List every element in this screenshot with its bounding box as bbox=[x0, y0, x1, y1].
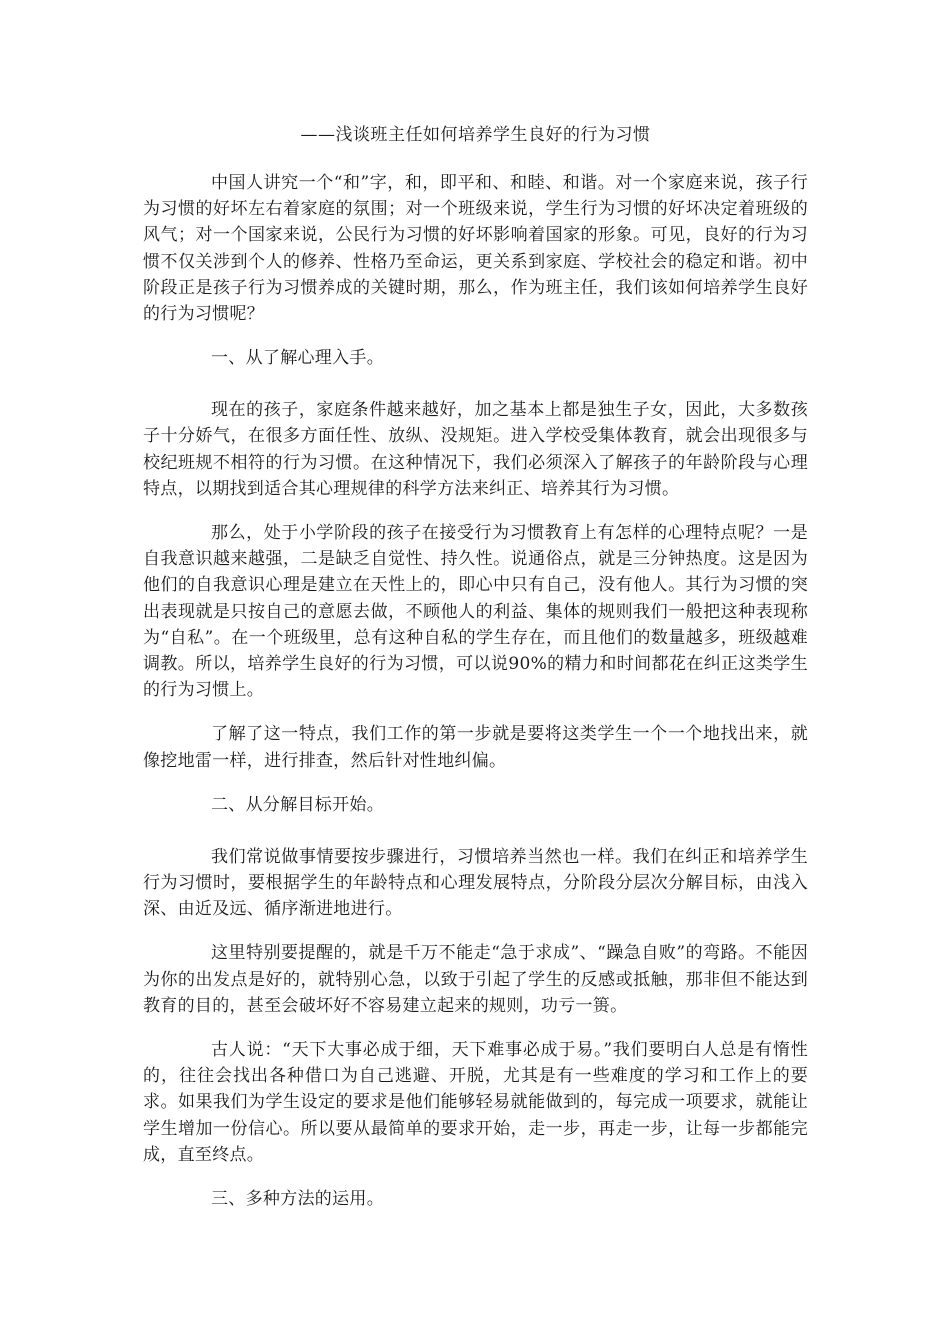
document-page bbox=[143, 122, 808, 1238]
section-heading-2: 二、从分解目标开始。 bbox=[211, 794, 384, 815]
paragraph-2-1: 我们常说做事情要按步骤进行，习惯培养当然也一样。我们在纠正和培养学生行为习惯时，要根据学生的年龄特点和心理发展特点，分阶段分层次分解目标，由浅入深、由近及远、循序渐进地进行。 bbox=[143, 846, 808, 920]
paragraph-1-1: 现在的孩子，家庭条件越来越好，加之基本上都是独生子女，因此，大多数孩子十分娇气，在很多方面任性、放纵、没规矩。进入学校受集体教育，就会出现很多与校纪班规不相符的行为习惯。在这种情况下，我们必须深入了解孩子的年龄阶段与心理特点，以期找到适合其心理规律的科学方法来纠正、培养其行为习惯。 bbox=[143, 400, 808, 499]
paragraph-intro: 中国人讲究一个“和”字，和，即平和、和睦、和谐。对一个家庭来说，孩子行为习惯的好坏左右着家庭的氛围；对一个班级来说，学生行为习惯的好坏决定着班级的风气；对一个国家来说，公民行为习惯的好坏影响着国家的形象。可见，良好的行为习惯不仅关涉到个人的修养、性格乃至命运，更关系到家庭、学校社会的稳定和谐。初中阶段正是孩子行为习惯养成的关键时期，那么，作为班主任，我们该如何培养学生良好的行为习惯呢？ bbox=[143, 173, 808, 325]
paragraph-1-2: 那么，处于小学阶段的孩子在接受行为习惯教育上有怎样的心理特点呢？一是自我意识越来越强，二是缺乏自觉性、持久性。说通俗点，就是三分钟热度。这是因为他们的自我意识心理是建立在天性上的，即心中只有自己，没有他人。其行为习惯的突出表现就是只按自己的意愿去做，不顾他人的利益、集体的规则我们一般把这种表现称为“自私”。在一个班级里，总有这种自私的学生存在，而且他们的数量越多，班级越难调教。所以，培养学生良好的行为习惯，可以说90%的精力和时间都花在纠正这类学生的行为习惯上。 bbox=[143, 523, 808, 701]
section-heading-1: 一、从了解心理入手。 bbox=[211, 348, 384, 369]
paragraph-2-2: 这里特别要提醒的，就是千万不能走“急于求成”、“躁急自败”的弯路。不能因为你的出发点是好的，就特别心急，以致于引起了学生的反感或抵触，那非但不能达到教育的目的，甚至会破坏好不容易建立起来的规则，功亏一篑。 bbox=[143, 943, 808, 1016]
section-heading-3: 三、多种方法的运用。 bbox=[211, 1189, 384, 1210]
paragraph-2-3: 古人说：“天下大事必成于细，天下难事必成于易。”我们要明白人总是有惰性的，往往会找出各种借口为自己逃避、开脱，尤其是有一些难度的学习和工作上的要求。如果我们为学生设定的要求是他们能够轻易就能做到的，每完成一项要求，就能让学生增加一份信心。所以要从最简单的要求开始，走一步，再走一步，让每一步都能完成，直至终点。 bbox=[143, 1040, 808, 1165]
paragraph-1-3: 了解了这一特点，我们工作的第一步就是要将这类学生一个一个地找出来，就像挖地雷一样，进行排查，然后针对性地纠偏。 bbox=[143, 724, 808, 771]
document-subtitle: ——浅谈班主任如何培养学生良好的行为习惯 bbox=[300, 125, 651, 145]
